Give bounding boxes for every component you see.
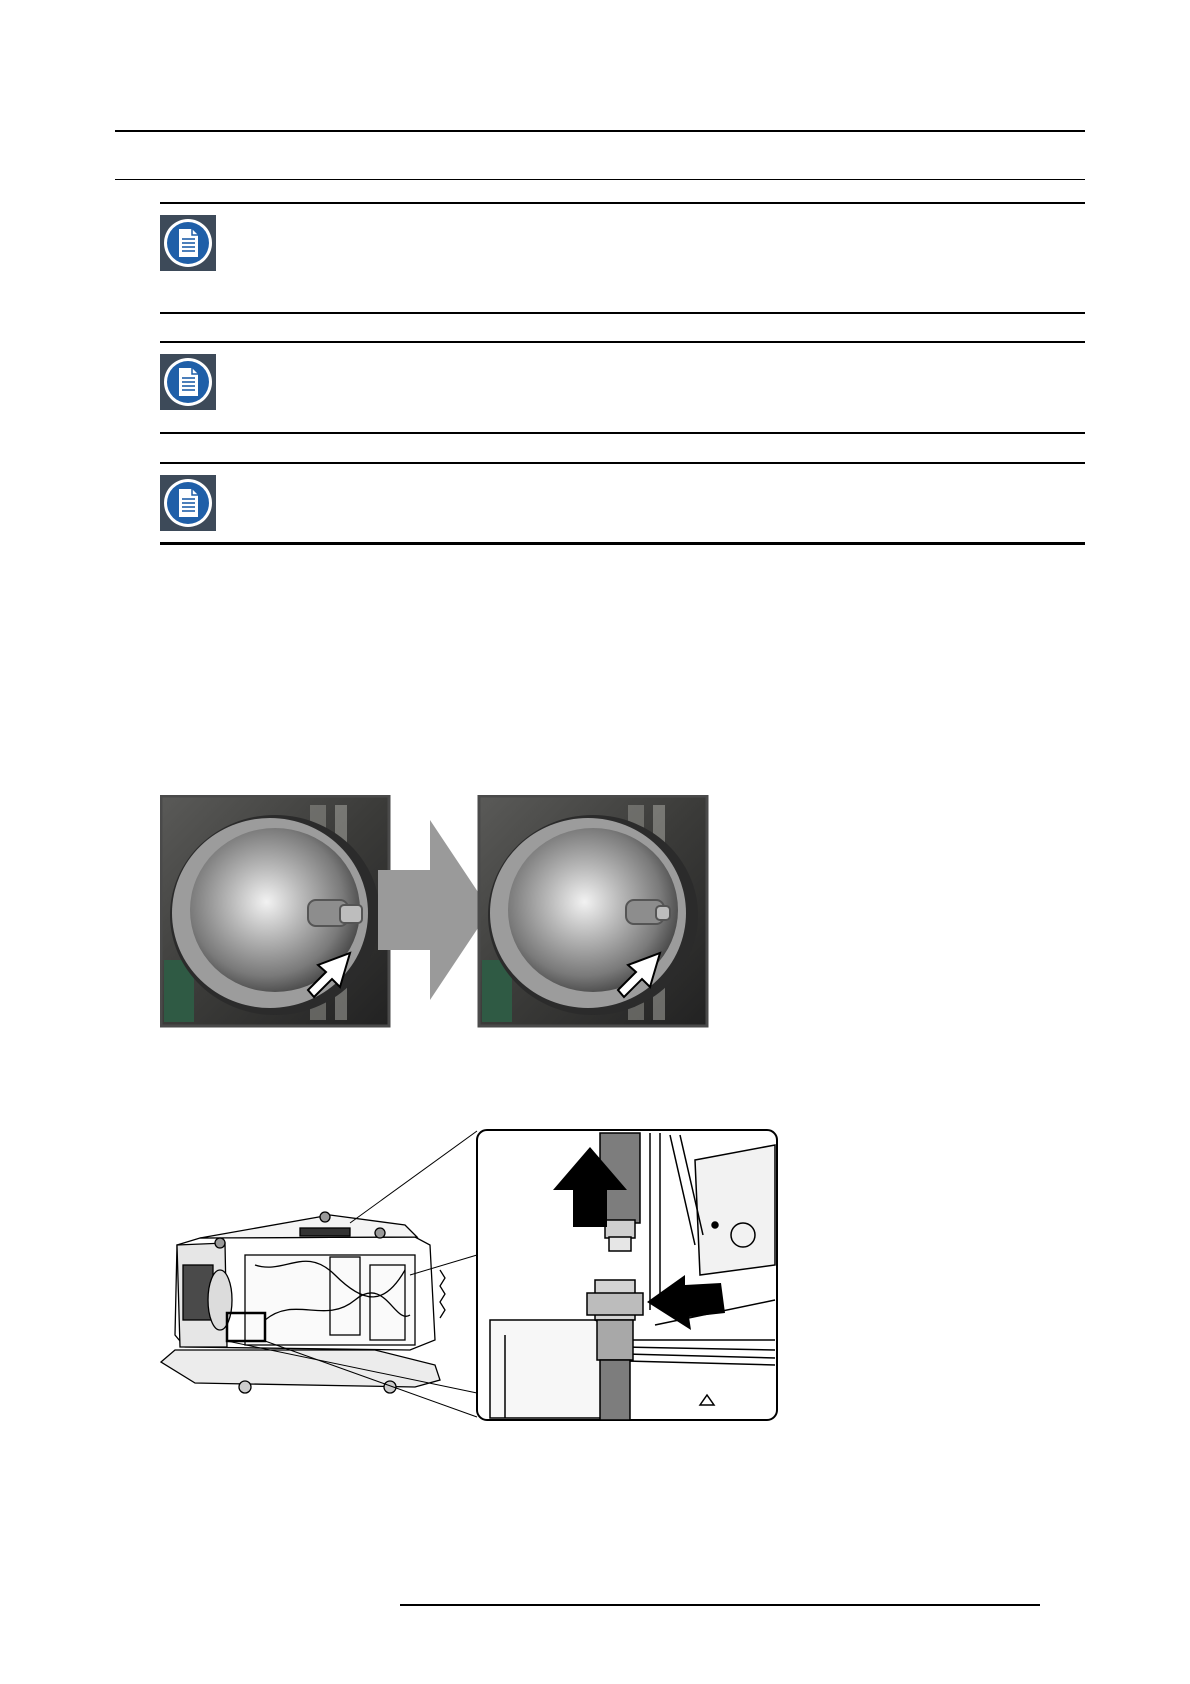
header-rule-top [115,130,1085,132]
hose-detail-inset [477,1130,777,1420]
lamp-photo-after [479,796,707,1026]
note-rule-bottom [160,542,1085,545]
note-document-icon [160,215,216,271]
footer-rule [400,1604,1040,1606]
gray-transition-arrow-icon [378,820,490,1000]
note-rule-bottom [160,432,1085,434]
lamp-photo-before [161,796,389,1026]
note-rule-top [160,341,1085,343]
projector-coolant-hose-detail [155,1125,805,1425]
note-document-icon [160,475,216,531]
note-rule-top [160,462,1085,464]
projector-drawing [161,1212,445,1393]
note-rule-bottom [160,312,1085,314]
header-rule-bottom [115,179,1085,180]
lamp-connector-photo-sequence [160,795,715,1030]
note-document-icon [160,354,216,410]
note-rule-top [160,202,1085,204]
